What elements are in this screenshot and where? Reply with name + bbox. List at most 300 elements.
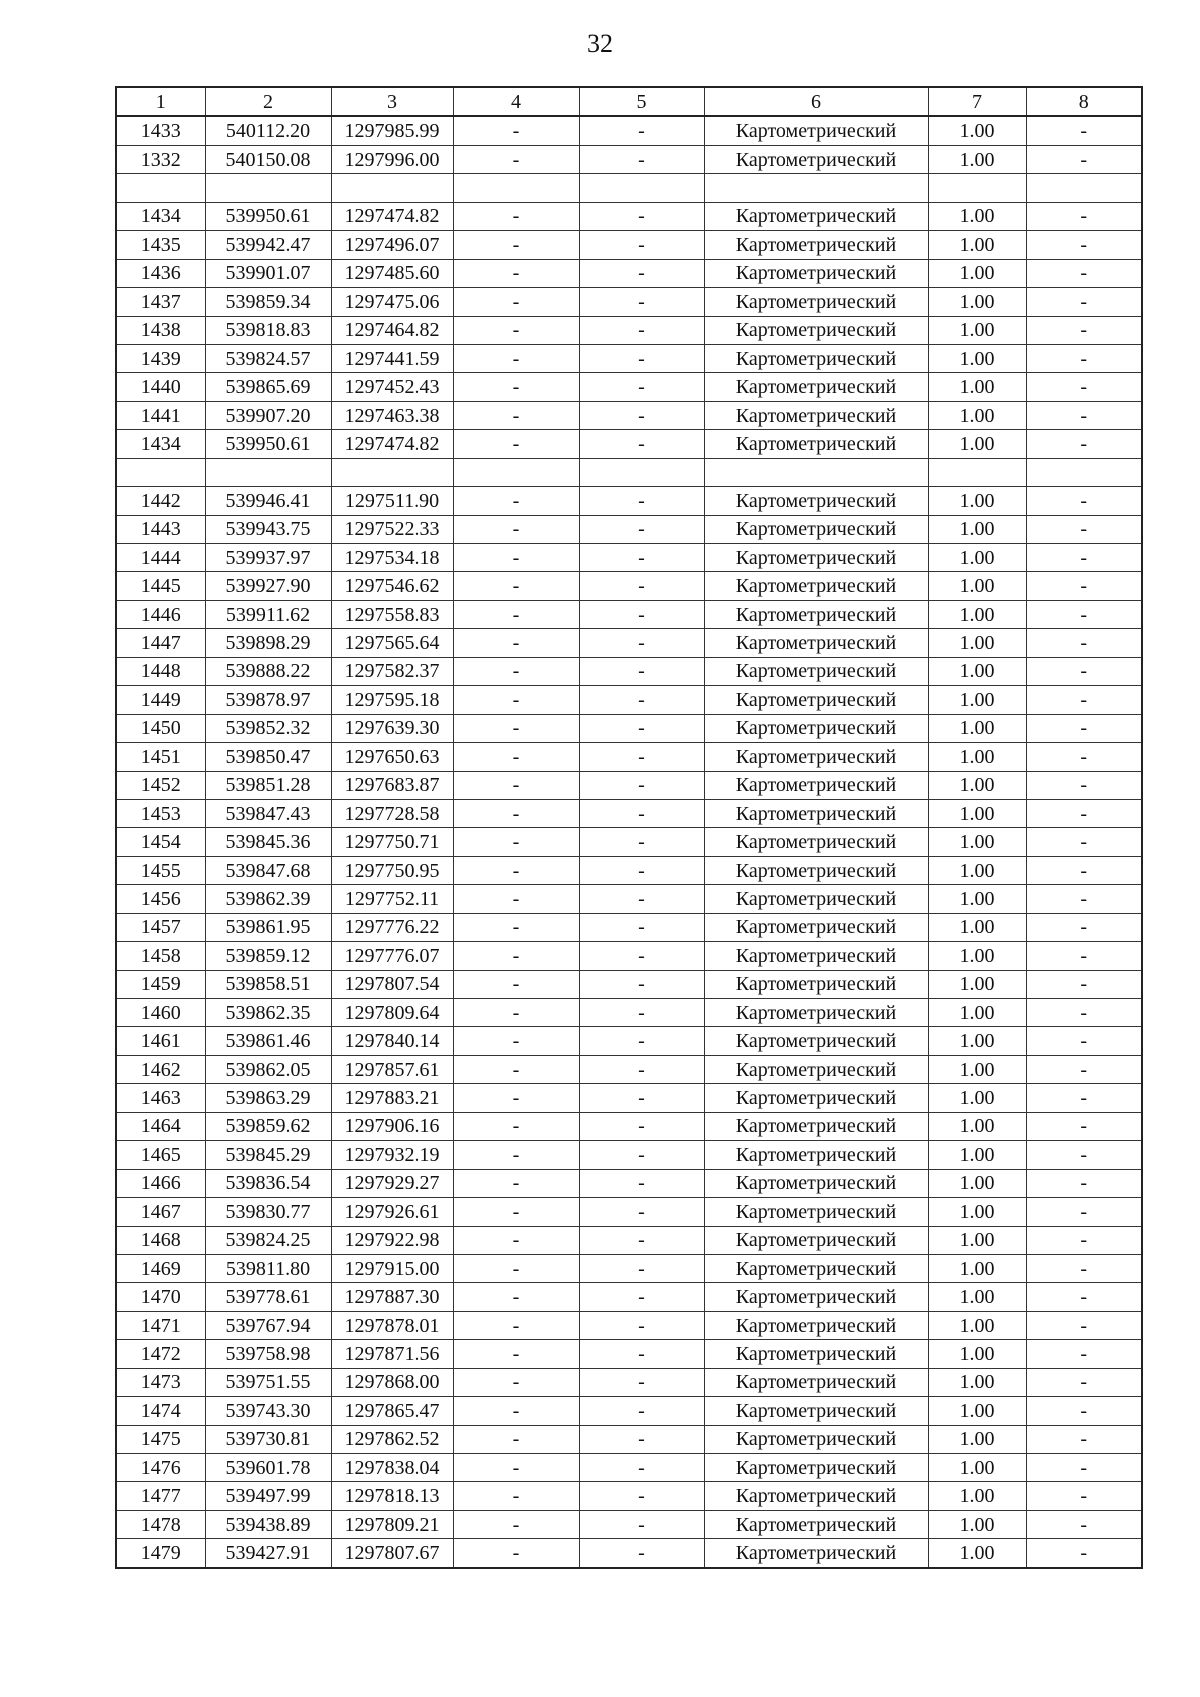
cell-y-coordinate: 1297650.63 (331, 743, 453, 771)
cell-point-number: 1447 (116, 629, 205, 657)
cell-col-8: - (1026, 1169, 1142, 1197)
cell-accuracy: 1.00 (928, 1311, 1026, 1339)
cell-method: Картометрический (704, 1112, 928, 1140)
cell-col-5: - (579, 515, 704, 543)
cell-accuracy: 1.00 (928, 885, 1026, 913)
cell-y-coordinate: 1297915.00 (331, 1254, 453, 1282)
cell-point-number: 1434 (116, 202, 205, 230)
cell-x-coordinate: 539907.20 (205, 401, 331, 429)
cell-x-coordinate: 539847.43 (205, 799, 331, 827)
cell-y-coordinate: 1297546.62 (331, 572, 453, 600)
cell-col-8: - (1026, 316, 1142, 344)
cell-y-coordinate: 1297496.07 (331, 231, 453, 259)
cell-point-number: 1462 (116, 1055, 205, 1083)
column-header-2: 2 (205, 87, 331, 116)
cell-col-4: - (453, 970, 579, 998)
cell-col-4: - (453, 401, 579, 429)
cell-accuracy: 1.00 (928, 430, 1026, 458)
cell-x-coordinate: 539862.39 (205, 885, 331, 913)
table-row (116, 657, 1142, 685)
cell-x-coordinate: 539898.29 (205, 629, 331, 657)
header-row (116, 87, 1142, 116)
cell-y-coordinate: 1297534.18 (331, 544, 453, 572)
cell-point-number: 1474 (116, 1397, 205, 1425)
cell-y-coordinate: 1297809.21 (331, 1510, 453, 1538)
cell-col-5: - (579, 629, 704, 657)
cell-method: Картометрический (704, 913, 928, 941)
cell-col-8: - (1026, 401, 1142, 429)
cell-col-8: - (1026, 231, 1142, 259)
cell-col-4: - (453, 600, 579, 628)
cell-accuracy: 1.00 (928, 1482, 1026, 1510)
cell-point-number: 1468 (116, 1226, 205, 1254)
cell-x-coordinate: 539845.36 (205, 828, 331, 856)
table-row (116, 1141, 1142, 1169)
cell-x-coordinate: 539824.25 (205, 1226, 331, 1254)
cell-col-8: - (1026, 1084, 1142, 1112)
cell-col-8: - (1026, 856, 1142, 884)
cell-col-5: - (579, 1226, 704, 1254)
cell-point-number: 1460 (116, 999, 205, 1027)
cell-y-coordinate: 1297452.43 (331, 373, 453, 401)
cell-method: Картометрический (704, 288, 928, 316)
cell-point-number: 1475 (116, 1425, 205, 1453)
cell-y-coordinate: 1297511.90 (331, 487, 453, 515)
cell-method: Картометрический (704, 1141, 928, 1169)
cell-method: Картометрический (704, 999, 928, 1027)
cell-method: Картометрический (704, 686, 928, 714)
table-body (116, 87, 1142, 1568)
table-row (116, 316, 1142, 344)
cell-method: Картометрический (704, 316, 928, 344)
table-row (116, 1283, 1142, 1311)
cell-y-coordinate: 1297474.82 (331, 202, 453, 230)
table-row (116, 116, 1142, 145)
table-row (116, 1482, 1142, 1510)
cell-col-4: - (453, 1198, 579, 1226)
cell-x-coordinate: 539861.95 (205, 913, 331, 941)
cell-accuracy: 1.00 (928, 1510, 1026, 1538)
cell-col-8: - (1026, 1340, 1142, 1368)
cell-method (704, 458, 928, 486)
table-row (116, 828, 1142, 856)
cell-y-coordinate: 1297871.56 (331, 1340, 453, 1368)
cell-col-5: - (579, 970, 704, 998)
cell-col-5: - (579, 1510, 704, 1538)
cell-col-8: - (1026, 1539, 1142, 1568)
cell-col-8: - (1026, 430, 1142, 458)
cell-point-number: 1457 (116, 913, 205, 941)
cell-col-5: - (579, 288, 704, 316)
cell-col-4 (453, 174, 579, 202)
cell-col-4: - (453, 259, 579, 287)
cell-point-number: 1435 (116, 231, 205, 259)
cell-col-4: - (453, 885, 579, 913)
cell-accuracy: 1.00 (928, 1425, 1026, 1453)
cell-point-number: 1470 (116, 1283, 205, 1311)
cell-accuracy: 1.00 (928, 970, 1026, 998)
cell-col-8: - (1026, 487, 1142, 515)
cell-y-coordinate: 1297926.61 (331, 1198, 453, 1226)
cell-col-8: - (1026, 657, 1142, 685)
cell-col-8: - (1026, 600, 1142, 628)
cell-y-coordinate: 1297464.82 (331, 316, 453, 344)
cell-accuracy: 1.00 (928, 1084, 1026, 1112)
cell-method: Картометрический (704, 202, 928, 230)
cell-point-number: 1452 (116, 771, 205, 799)
table-row (116, 1169, 1142, 1197)
cell-col-5: - (579, 487, 704, 515)
table-row (116, 1454, 1142, 1482)
cell-x-coordinate: 539861.46 (205, 1027, 331, 1055)
table-row (116, 231, 1142, 259)
cell-y-coordinate: 1297752.11 (331, 885, 453, 913)
table-row (116, 686, 1142, 714)
cell-col-8: - (1026, 913, 1142, 941)
cell-y-coordinate: 1297565.64 (331, 629, 453, 657)
cell-accuracy: 1.00 (928, 1141, 1026, 1169)
table-row (116, 1311, 1142, 1339)
cell-point-number: 1454 (116, 828, 205, 856)
cell-col-4: - (453, 743, 579, 771)
table-row (116, 202, 1142, 230)
cell-col-8: - (1026, 373, 1142, 401)
cell-accuracy: 1.00 (928, 572, 1026, 600)
table-row (116, 799, 1142, 827)
cell-y-coordinate: 1297750.95 (331, 856, 453, 884)
table-row (116, 344, 1142, 372)
column-header-3: 3 (331, 87, 453, 116)
table-row (116, 572, 1142, 600)
cell-col-4: - (453, 942, 579, 970)
cell-y-coordinate: 1297838.04 (331, 1454, 453, 1482)
cell-x-coordinate: 539751.55 (205, 1368, 331, 1396)
cell-x-coordinate: 539878.97 (205, 686, 331, 714)
cell-y-coordinate: 1297985.99 (331, 116, 453, 145)
cell-col-4: - (453, 1482, 579, 1510)
cell-x-coordinate: 539950.61 (205, 430, 331, 458)
table-row (116, 1112, 1142, 1140)
cell-y-coordinate: 1297485.60 (331, 259, 453, 287)
cell-method: Картометрический (704, 373, 928, 401)
cell-col-5: - (579, 1311, 704, 1339)
cell-col-4: - (453, 344, 579, 372)
table-row (116, 856, 1142, 884)
cell-y-coordinate: 1297807.67 (331, 1539, 453, 1568)
cell-x-coordinate: 539946.41 (205, 487, 331, 515)
cell-col-4: - (453, 116, 579, 145)
cell-col-4: - (453, 629, 579, 657)
cell-x-coordinate: 539427.91 (205, 1539, 331, 1568)
cell-x-coordinate: 539811.80 (205, 1254, 331, 1282)
table-row (116, 1397, 1142, 1425)
cell-method: Картометрический (704, 1311, 928, 1339)
cell-col-5: - (579, 344, 704, 372)
cell-x-coordinate: 539858.51 (205, 970, 331, 998)
cell-col-4: - (453, 1283, 579, 1311)
cell-col-4: - (453, 572, 579, 600)
cell-method: Картометрический (704, 1283, 928, 1311)
cell-x-coordinate: 539859.62 (205, 1112, 331, 1140)
cell-method: Картометрический (704, 259, 928, 287)
cell-accuracy: 1.00 (928, 942, 1026, 970)
cell-method: Картометрический (704, 1226, 928, 1254)
cell-x-coordinate: 539863.29 (205, 1084, 331, 1112)
cell-y-coordinate: 1297776.22 (331, 913, 453, 941)
cell-col-8: - (1026, 1254, 1142, 1282)
cell-y-coordinate: 1297639.30 (331, 714, 453, 742)
cell-method: Картометрический (704, 1425, 928, 1453)
cell-col-5: - (579, 856, 704, 884)
cell-col-8: - (1026, 970, 1142, 998)
cell-point-number: 1472 (116, 1340, 205, 1368)
cell-col-4: - (453, 515, 579, 543)
cell-col-4: - (453, 202, 579, 230)
cell-x-coordinate: 539767.94 (205, 1311, 331, 1339)
cell-col-8: - (1026, 145, 1142, 173)
cell-point-number: 1455 (116, 856, 205, 884)
cell-point-number: 1448 (116, 657, 205, 685)
cell-col-5: - (579, 1198, 704, 1226)
cell-col-4: - (453, 1141, 579, 1169)
cell-col-8 (1026, 174, 1142, 202)
cell-method: Картометрический (704, 231, 928, 259)
cell-accuracy (928, 458, 1026, 486)
cell-y-coordinate: 1297878.01 (331, 1311, 453, 1339)
cell-y-coordinate: 1297728.58 (331, 799, 453, 827)
cell-point-number: 1444 (116, 544, 205, 572)
cell-x-coordinate: 539943.75 (205, 515, 331, 543)
cell-col-4: - (453, 373, 579, 401)
cell-point-number: 1465 (116, 1141, 205, 1169)
cell-x-coordinate: 539927.90 (205, 572, 331, 600)
cell-y-coordinate: 1297922.98 (331, 1226, 453, 1254)
cell-accuracy: 1.00 (928, 231, 1026, 259)
cell-col-8: - (1026, 344, 1142, 372)
cell-method: Картометрический (704, 799, 928, 827)
table-row (116, 544, 1142, 572)
cell-col-5: - (579, 401, 704, 429)
table-row (116, 1027, 1142, 1055)
cell-col-4: - (453, 487, 579, 515)
page-number: 32 (587, 29, 613, 58)
cell-col-5 (579, 174, 704, 202)
cell-point-number: 1451 (116, 743, 205, 771)
cell-x-coordinate: 539438.89 (205, 1510, 331, 1538)
cell-col-4: - (453, 1454, 579, 1482)
cell-y-coordinate: 1297582.37 (331, 657, 453, 685)
cell-method: Картометрический (704, 1368, 928, 1396)
cell-method (704, 174, 928, 202)
cell-accuracy: 1.00 (928, 145, 1026, 173)
cell-point-number: 1471 (116, 1311, 205, 1339)
cell-y-coordinate: 1297840.14 (331, 1027, 453, 1055)
cell-col-4: - (453, 1112, 579, 1140)
cell-col-4: - (453, 799, 579, 827)
cell-x-coordinate: 539497.99 (205, 1482, 331, 1510)
cell-col-5: - (579, 743, 704, 771)
cell-y-coordinate: 1297522.33 (331, 515, 453, 543)
cell-point-number: 1443 (116, 515, 205, 543)
cell-point-number: 1442 (116, 487, 205, 515)
cell-accuracy: 1.00 (928, 714, 1026, 742)
cell-x-coordinate: 539836.54 (205, 1169, 331, 1197)
cell-col-5: - (579, 430, 704, 458)
cell-point-number (116, 458, 205, 486)
cell-col-4: - (453, 231, 579, 259)
cell-y-coordinate: 1297475.06 (331, 288, 453, 316)
coordinates-table (115, 86, 1143, 1569)
cell-col-5: - (579, 1454, 704, 1482)
cell-x-coordinate: 539730.81 (205, 1425, 331, 1453)
cell-method: Картометрический (704, 970, 928, 998)
table-row (116, 458, 1142, 486)
cell-method: Картометрический (704, 828, 928, 856)
table-row (116, 1084, 1142, 1112)
cell-point-number: 1476 (116, 1454, 205, 1482)
cell-y-coordinate: 1297750.71 (331, 828, 453, 856)
cell-x-coordinate (205, 174, 331, 202)
cell-accuracy: 1.00 (928, 1198, 1026, 1226)
cell-col-4: - (453, 686, 579, 714)
table-row (116, 1226, 1142, 1254)
cell-method: Картометрический (704, 145, 928, 173)
cell-col-5: - (579, 600, 704, 628)
cell-col-5: - (579, 1368, 704, 1396)
cell-col-5: - (579, 1112, 704, 1140)
cell-col-4: - (453, 1368, 579, 1396)
cell-method: Картометрический (704, 401, 928, 429)
cell-col-8: - (1026, 1055, 1142, 1083)
cell-accuracy: 1.00 (928, 1226, 1026, 1254)
cell-point-number: 1478 (116, 1510, 205, 1538)
cell-col-8: - (1026, 1283, 1142, 1311)
cell-accuracy: 1.00 (928, 1254, 1026, 1282)
cell-col-5: - (579, 686, 704, 714)
cell-col-8: - (1026, 1027, 1142, 1055)
cell-col-8: - (1026, 116, 1142, 145)
cell-x-coordinate: 539859.34 (205, 288, 331, 316)
cell-accuracy: 1.00 (928, 799, 1026, 827)
cell-method: Картометрический (704, 1254, 928, 1282)
cell-col-5: - (579, 942, 704, 970)
cell-accuracy: 1.00 (928, 743, 1026, 771)
cell-point-number: 1441 (116, 401, 205, 429)
cell-accuracy: 1.00 (928, 771, 1026, 799)
cell-col-4: - (453, 1226, 579, 1254)
table-row (116, 1055, 1142, 1083)
cell-accuracy: 1.00 (928, 1340, 1026, 1368)
cell-col-5 (579, 458, 704, 486)
cell-col-8: - (1026, 999, 1142, 1027)
cell-accuracy: 1.00 (928, 1539, 1026, 1568)
cell-col-8: - (1026, 288, 1142, 316)
table-row (116, 373, 1142, 401)
cell-y-coordinate: 1297862.52 (331, 1425, 453, 1453)
table-row (116, 714, 1142, 742)
cell-x-coordinate: 539601.78 (205, 1454, 331, 1482)
cell-col-5: - (579, 1027, 704, 1055)
cell-point-number: 1449 (116, 686, 205, 714)
table-row (116, 1198, 1142, 1226)
cell-method: Картометрический (704, 1084, 928, 1112)
cell-col-5: - (579, 771, 704, 799)
cell-col-8: - (1026, 1311, 1142, 1339)
cell-x-coordinate: 540150.08 (205, 145, 331, 173)
cell-x-coordinate: 539824.57 (205, 344, 331, 372)
cell-col-5: - (579, 1482, 704, 1510)
cell-point-number: 1459 (116, 970, 205, 998)
cell-x-coordinate: 539862.35 (205, 999, 331, 1027)
cell-accuracy: 1.00 (928, 600, 1026, 628)
column-header-7: 7 (928, 87, 1026, 116)
cell-col-5: - (579, 231, 704, 259)
cell-col-4: - (453, 1425, 579, 1453)
cell-col-4: - (453, 145, 579, 173)
cell-col-5: - (579, 1340, 704, 1368)
table-row (116, 430, 1142, 458)
cell-col-8: - (1026, 1397, 1142, 1425)
cell-col-4: - (453, 1055, 579, 1083)
cell-x-coordinate: 539830.77 (205, 1198, 331, 1226)
cell-accuracy: 1.00 (928, 515, 1026, 543)
cell-accuracy: 1.00 (928, 686, 1026, 714)
cell-x-coordinate: 539778.61 (205, 1283, 331, 1311)
cell-col-5: - (579, 657, 704, 685)
cell-x-coordinate (205, 458, 331, 486)
cell-method: Картометрический (704, 1454, 928, 1482)
cell-col-4: - (453, 771, 579, 799)
cell-accuracy: 1.00 (928, 1027, 1026, 1055)
cell-x-coordinate: 539911.62 (205, 600, 331, 628)
cell-x-coordinate: 539888.22 (205, 657, 331, 685)
cell-method: Картометрический (704, 116, 928, 145)
cell-x-coordinate: 539758.98 (205, 1340, 331, 1368)
cell-col-4 (453, 458, 579, 486)
cell-col-4: - (453, 1510, 579, 1538)
cell-accuracy: 1.00 (928, 1055, 1026, 1083)
cell-col-8: - (1026, 743, 1142, 771)
cell-accuracy: 1.00 (928, 999, 1026, 1027)
cell-col-4: - (453, 430, 579, 458)
cell-col-4: - (453, 714, 579, 742)
cell-accuracy: 1.00 (928, 1112, 1026, 1140)
cell-method: Картометрический (704, 1397, 928, 1425)
column-header-6: 6 (704, 87, 928, 116)
cell-col-5: - (579, 999, 704, 1027)
cell-col-5: - (579, 885, 704, 913)
table-row (116, 1368, 1142, 1396)
cell-accuracy: 1.00 (928, 316, 1026, 344)
cell-col-8: - (1026, 1198, 1142, 1226)
cell-method: Картометрический (704, 1539, 928, 1568)
cell-x-coordinate: 539950.61 (205, 202, 331, 230)
cell-point-number (116, 174, 205, 202)
cell-point-number: 1453 (116, 799, 205, 827)
cell-col-5: - (579, 1539, 704, 1568)
cell-col-8: - (1026, 828, 1142, 856)
cell-x-coordinate: 539847.68 (205, 856, 331, 884)
cell-col-4: - (453, 999, 579, 1027)
cell-point-number: 1434 (116, 430, 205, 458)
cell-point-number: 1456 (116, 885, 205, 913)
cell-col-5: - (579, 1283, 704, 1311)
table-row (116, 600, 1142, 628)
table-row (116, 885, 1142, 913)
table-row (116, 174, 1142, 202)
table-row (116, 913, 1142, 941)
table-row (116, 743, 1142, 771)
